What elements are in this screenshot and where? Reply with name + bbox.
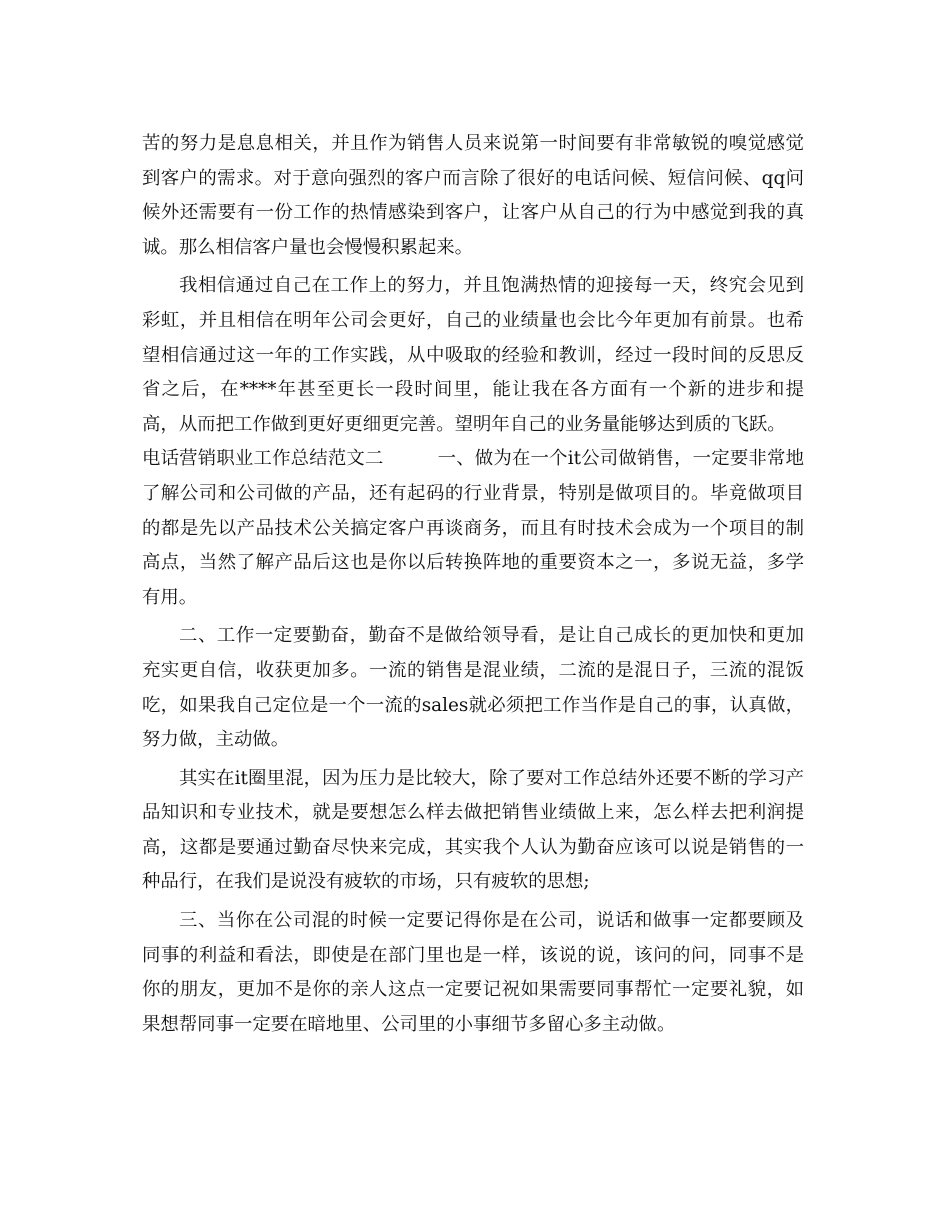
section-heading: 电话营销职业工作总结范文二 <box>142 448 384 470</box>
paragraph-4: 二、工作一定要勤奋，勤奋不是做给领导看，是让自己成长的更加快和更加充实更自信，收获更加多。一流的销售是混业绩，二流的是混日子，三流的混饭吃，如果我自己定位是一个一流的sales就必须把工作当作是自己的事，认真做，努力做，主动做。 <box>142 625 804 751</box>
paragraph-2: 我相信通过自己在工作上的努力，并且饱满热情的迎接每一天，终究会见到彩虹，并且相信在明年公司会更好，自己的业绩量也会比今年更加有前景。也希望相信通过这一年的工作实践，从中吸取的经验和教训，经过一段时间的反思反省之后，在****年甚至更长一段时间里，能让我在各方面有一个新的进步和提高，从而把工作做到更好更细更完善。望明年自己的业务量能够达到质的飞跃。 <box>142 275 804 435</box>
paragraph-5: 其实在it圈里混，因为压力是比较大，除了要对工作总结外还要不断的学习产品知识和专业技术，就是要想怎么样去做把销售业绩做上来，怎么样去把利润提高，这都是要通过勤奋尽快来完成，其实我个人认为勤奋应该可以说是销售的一种品行，在我们是说没有疲软的市场，只有疲软的思想; <box>142 767 804 893</box>
paragraph-1: 苦的努力是息息相关，并且作为销售人员来说第一时间要有非常敏锐的嗅觉感觉到客户的需求。对于意向强烈的客户而言除了很好的电话问候、短信问候、qq问候外还需要有一份工作的热情感染到客户，让客户从自己的行为中感觉到我的真诚。那么相信客户量也会慢慢积累起来。 <box>142 133 804 258</box>
paragraph-3 <box>142 442 804 615</box>
paragraph-6: 三、当你在公司混的时候一定要记得你是在公司，说话和做事一定都要顾及同事的利益和看法，即使是在部门里也是一样，该说的说，该问的问，同事不是你的朋友，更加不是你的亲人这点一定要记祝如果需要同事帮忙一定要礼貌，如果想帮同事一定要在暗地里、公司里的小事细节多留心多主动做。 <box>142 910 804 1035</box>
paragraph-3-body: 一、做为在一个it公司做销售，一定要非常地了解公司和公司做的产品，还有起码的行业背景，特别是做项目的。毕竟做项目的都是先以产品技术公关搞定客户再谈商务，而且有时技术会成为一个项目的制高点，当然了解产品后这也是你以后转换阵地的重要资本之一，多说无益，多学有用。 <box>142 448 804 608</box>
document-body <box>142 127 804 1042</box>
